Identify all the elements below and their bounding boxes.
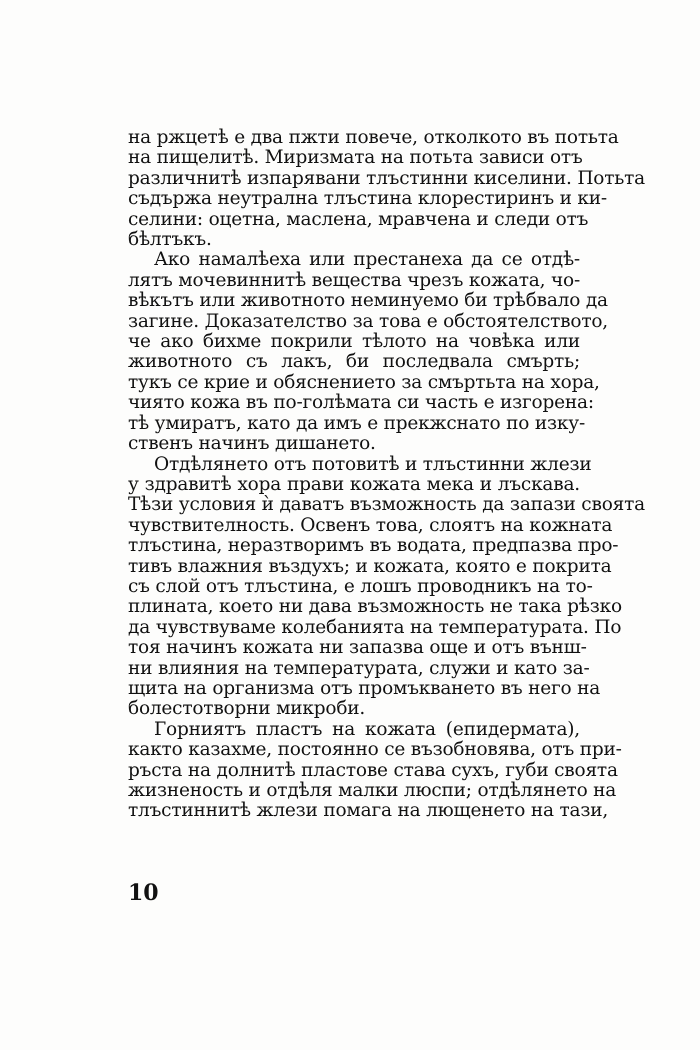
text-line: Горниятъ пластъ на кожата (епидермата), xyxy=(154,718,580,740)
text-line: ръста на долнитѣ пластове става сухъ, губи своята xyxy=(128,759,618,781)
text-line: у здравитѣ хора прави кожата мека и лъскава. xyxy=(128,473,580,495)
text-line: тлъстина, неразтворимъ въ водата, предпазва про- xyxy=(128,535,619,557)
paragraph-2 xyxy=(128,249,608,455)
text-line: бѣлтъкъ. xyxy=(128,229,212,251)
text-line: че ако бихме покрили тѣлото на човѣка или xyxy=(128,331,580,353)
text-line: да чувствуваме колебанията на температурата. По xyxy=(128,616,622,638)
text-line: чиято кожа въ по-голѣмата си часть е изгорена: xyxy=(128,392,594,414)
text-line: животното съ лакъ, би последвала смърть; xyxy=(128,351,580,373)
paragraph-4 xyxy=(128,718,622,822)
text-line: селини: оцетна, маслена, мравчена и следи отъ xyxy=(128,208,589,230)
text-line: Ако намалѣеха или престанеха да се отдѣ- xyxy=(154,249,580,271)
text-line: както казахме, постоянно се възобновява, отъ при- xyxy=(128,739,622,761)
text-line: тукъ се крие и обяснението за смъртьта на хора, xyxy=(128,371,600,393)
text-line: тоя начинъ кожата ни запазва още и отъ външ- xyxy=(128,637,587,659)
text-line: Тѣзи условия ѝ даватъ възможность да запази своята xyxy=(128,494,645,516)
text-line: тѣ умиратъ, като да имъ е прекжснато по изку- xyxy=(128,412,586,434)
text-line: загине. Доказателство за това е обстоятелството, xyxy=(128,310,608,332)
text-line: Отдѣлянето отъ потовитѣ и тлъстинни жлези xyxy=(154,453,592,475)
text-line: болестотворни микроби. xyxy=(128,698,366,720)
text-line: щита на организма отъ промъкването въ него на xyxy=(128,677,601,699)
text-line: чувствителность. Освенъ това, слоятъ на кожната xyxy=(128,514,613,536)
text-line: на пищелитѣ. Миризмата на потьта зависи отъ xyxy=(128,147,583,169)
paragraph-1 xyxy=(128,127,645,251)
text-line: лятъ мочевиннитѣ вещества чрезъ кожата, чо- xyxy=(128,269,581,291)
text-line: тлъстиннитѣ жлези помага на лющенето на тази, xyxy=(128,800,609,822)
text-line: ни влияния на температурата, служи и като за- xyxy=(128,657,590,679)
paragraph-3 xyxy=(128,453,645,720)
text-line: вѣкътъ или животното неминуемо би трѣбвало да xyxy=(128,290,608,312)
text-line: съ слой отъ тлъстина, е лошъ проводникъ на то- xyxy=(128,575,593,597)
text-line: жизненость и отдѣля малки люспи; отдѣлянето на xyxy=(128,780,617,801)
text-line: тивъ влажния въздухъ; и кожата, която е покрита xyxy=(128,555,612,577)
text-line: ственъ начинъ дишането. xyxy=(128,433,376,455)
text-line: плината, което ни дава възможность не така рѣзко xyxy=(128,596,622,618)
text-line: съдържа неутрална тлъстина клорестиринъ и ки- xyxy=(128,188,607,210)
page-number: 10 xyxy=(128,880,159,906)
text-line: на ржцетѣ е два пжти повече, отколкото въ потьта xyxy=(128,127,619,148)
body-text xyxy=(128,127,645,822)
text-line: различнитѣ изпарявани тлъстинни киселини. Потьта xyxy=(128,167,645,189)
